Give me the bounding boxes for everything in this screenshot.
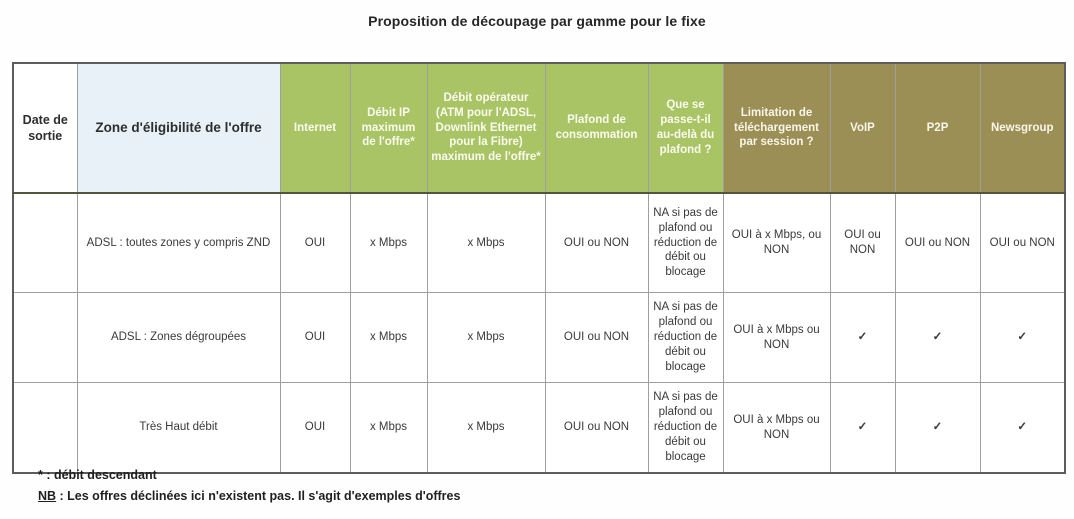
cell-au-dela-plafond: NA si pas de plafond ou réduction de débit ou blocage — [648, 383, 723, 474]
cell-limitation: OUI à x Mbps, ou NON — [723, 193, 830, 293]
checkmark-p2p: ✓ — [895, 383, 980, 474]
header-debit-ip: Débit IP maximum de l'offre* — [350, 63, 427, 193]
cell-zone: Très Haut débit — [77, 383, 280, 474]
checkmark-voip: ✓ — [830, 383, 895, 474]
page-title: Proposition de découpage par gamme pour le fixe — [368, 13, 706, 29]
cell-internet: OUI — [280, 193, 350, 293]
header-au-dela-plafond: Que se passe-t-il au-delà du plafond ? — [648, 63, 723, 193]
cell-au-dela-plafond: NA si pas de plafond ou réduction de débit ou blocage — [648, 293, 723, 383]
table-row-adsl-toutes-zones — [13, 193, 1065, 293]
cell-zone: ADSL : Zones dégroupées — [77, 293, 280, 383]
checkmark-newsgroup: ✓ — [980, 383, 1065, 474]
header-internet: Internet — [280, 63, 350, 193]
cell-debit-operateur: x Mbps — [427, 293, 545, 383]
footnote-nb-text: : Les offres déclinées ici n'existent pas. Il s'agit d'exemples d'offres — [56, 489, 461, 503]
cell-date — [13, 293, 77, 383]
cell-limitation: OUI à x Mbps ou NON — [723, 383, 830, 474]
footnote-nb-label: NB — [38, 489, 57, 503]
cell-debit-ip: x Mbps — [350, 293, 427, 383]
cell-plafond: OUI ou NON — [545, 193, 648, 293]
checkmark-p2p: ✓ — [895, 293, 980, 383]
cell-voip: OUI ou NON — [830, 193, 895, 293]
cell-date — [13, 383, 77, 474]
cell-limitation: OUI à x Mbps ou NON — [723, 293, 830, 383]
header-zone-eligibilite: Zone d'éligibilité de l'offre — [77, 63, 280, 193]
table-row-tres-haut-debit — [13, 383, 1065, 474]
footnote-asterisk: * : débit descendant — [38, 468, 157, 482]
table-row-adsl-zones-degroupees — [13, 293, 1065, 383]
cell-internet: OUI — [280, 383, 350, 474]
cell-debit-operateur: x Mbps — [427, 193, 545, 293]
cell-plafond: OUI ou NON — [545, 293, 648, 383]
cell-p2p: OUI ou NON — [895, 193, 980, 293]
checkmark-newsgroup: ✓ — [980, 293, 1065, 383]
header-date-de-sortie: Date de sortie — [13, 63, 77, 193]
cell-internet: OUI — [280, 293, 350, 383]
header-newsgroup: Newsgroup — [980, 63, 1065, 193]
header-debit-operateur: Débit opérateur (ATM pour l'ADSL, Downlink Ethernet pour la Fibre) maximum de l'offre* — [427, 63, 545, 193]
cell-newsgroup: OUI ou NON — [980, 193, 1065, 293]
header-plafond-consommation: Plafond de consommation — [545, 63, 648, 193]
cell-debit-ip: x Mbps — [350, 383, 427, 474]
cell-debit-ip: x Mbps — [350, 193, 427, 293]
cell-zone: ADSL : toutes zones y compris ZND — [77, 193, 280, 293]
cell-debit-operateur: x Mbps — [427, 383, 545, 474]
cell-au-dela-plafond: NA si pas de plafond ou réduction de débit ou blocage — [648, 193, 723, 293]
cell-date — [13, 193, 77, 293]
header-p2p: P2P — [895, 63, 980, 193]
footnote-nb — [38, 489, 460, 503]
header-voip: VoIP — [830, 63, 895, 193]
table-header-row — [13, 63, 1065, 193]
cell-plafond: OUI ou NON — [545, 383, 648, 474]
header-limitation-telechargement: Limitation de téléchargement par session ? — [723, 63, 830, 193]
offer-breakdown-table — [12, 62, 1066, 474]
checkmark-voip: ✓ — [830, 293, 895, 383]
footnotes — [38, 468, 460, 503]
